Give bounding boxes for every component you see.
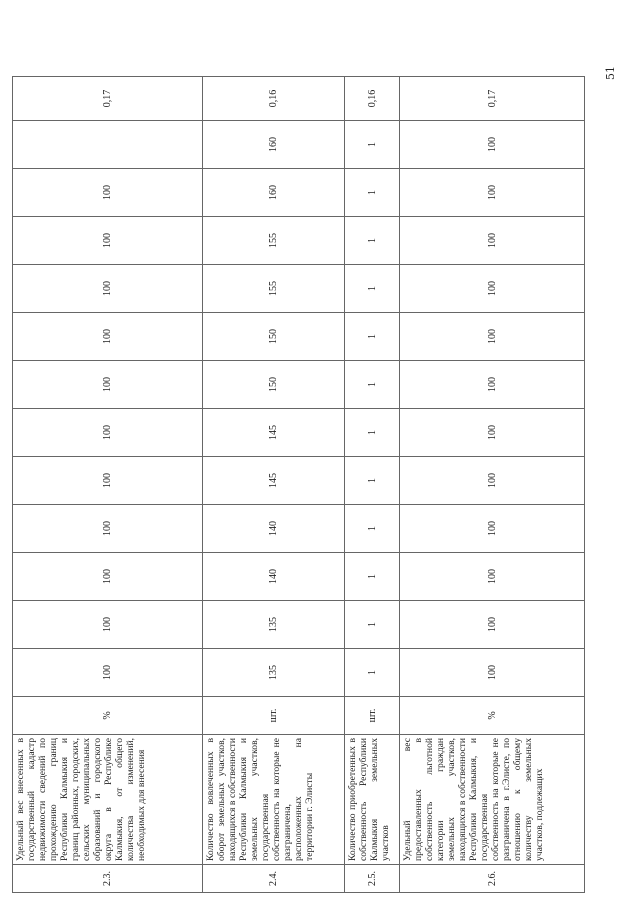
value-cell: 0,16 bbox=[345, 77, 400, 121]
table-row bbox=[203, 0, 345, 893]
value-cell: 100 bbox=[400, 169, 585, 217]
row-unit: шт. bbox=[345, 697, 400, 735]
value-cell: 1 bbox=[345, 121, 400, 169]
value-cell: 160 bbox=[203, 121, 345, 169]
value-cell: 100 bbox=[13, 217, 203, 265]
value-cell: 140 bbox=[203, 553, 345, 601]
value-cell: 1 bbox=[345, 457, 400, 505]
value-cell: 1 bbox=[345, 265, 400, 313]
value-cell: 100 bbox=[400, 409, 585, 457]
value-cell: 100 bbox=[13, 601, 203, 649]
value-cell: 100 bbox=[400, 361, 585, 409]
value-cell: 1 bbox=[345, 313, 400, 361]
indicators-table bbox=[12, 0, 585, 893]
value-cell: 100 bbox=[400, 553, 585, 601]
value-cell: 1 bbox=[345, 169, 400, 217]
row-description: Удельный вес внесенных в государственный кадастр недвижимости сведений по прохождению границ Республики Калмыкия и границ районных, городских, сельских муниципальных образований и городского округа в Республике Калмыкия, от общего количества изменений, необходимых для внесения bbox=[13, 735, 203, 865]
row-index: 2.6. bbox=[400, 865, 585, 893]
value-cell: 0,17 bbox=[400, 77, 585, 121]
value-cell: 1 bbox=[345, 361, 400, 409]
value-cell: 100 bbox=[13, 649, 203, 697]
row-unit: % bbox=[13, 697, 203, 735]
row-description: Удельный вес предоставленных в собственность льготной категории граждан земельных участков, находящихся в собственности Республики Калмыкия, и государственная собственность на которые не разграничена в г.Элисте, по отношению к общему количеству земельных участков, подлежащих bbox=[400, 735, 585, 865]
value-cell: 1 bbox=[345, 649, 400, 697]
value-cell: 100 bbox=[13, 553, 203, 601]
value-cell: 100 bbox=[13, 505, 203, 553]
value-cell: 100 bbox=[400, 313, 585, 361]
value-cell: 160 bbox=[203, 169, 345, 217]
page-number: 51 bbox=[604, 66, 617, 80]
row-index: 2.5. bbox=[345, 865, 400, 893]
value-cell: 100 bbox=[13, 457, 203, 505]
rotated-table-page bbox=[12, 23, 584, 893]
table-row bbox=[345, 0, 400, 893]
table-row bbox=[13, 0, 203, 893]
value-cell: 100 bbox=[400, 457, 585, 505]
value-cell: 135 bbox=[203, 601, 345, 649]
value-cell-empty bbox=[13, 121, 203, 169]
value-cell: 0,17 bbox=[13, 77, 203, 121]
value-cell: 1 bbox=[345, 601, 400, 649]
value-cell: 150 bbox=[203, 361, 345, 409]
value-cell: 1 bbox=[345, 553, 400, 601]
value-cell: 100 bbox=[400, 505, 585, 553]
value-cell: 145 bbox=[203, 457, 345, 505]
row-unit: % bbox=[400, 697, 585, 735]
value-cell: 145 bbox=[203, 409, 345, 457]
value-cell: 1 bbox=[345, 217, 400, 265]
value-cell: 150 bbox=[203, 313, 345, 361]
row-index: 2.4. bbox=[203, 865, 345, 893]
value-cell: 100 bbox=[400, 649, 585, 697]
value-cell: 1 bbox=[345, 409, 400, 457]
value-cell: 100 bbox=[13, 361, 203, 409]
value-cell: 100 bbox=[400, 217, 585, 265]
value-cell: 0,16 bbox=[203, 77, 345, 121]
value-cell: 100 bbox=[13, 409, 203, 457]
value-cell: 100 bbox=[400, 601, 585, 649]
value-cell: 155 bbox=[203, 265, 345, 313]
row-index: 2.3. bbox=[13, 865, 203, 893]
value-cell: 140 bbox=[203, 505, 345, 553]
row-description: Количество вовлеченных в оборот земельных участков, находящихся в собственности Республики Калмыкия и земельных участков, государственная собственность на которые не разграничена, расположенных на территории г. Элисты bbox=[203, 735, 345, 865]
value-cell: 100 bbox=[400, 265, 585, 313]
value-cell: 100 bbox=[13, 265, 203, 313]
value-cell: 100 bbox=[400, 121, 585, 169]
value-cell: 135 bbox=[203, 649, 345, 697]
value-cell: 100 bbox=[13, 169, 203, 217]
value-cell: 100 bbox=[13, 313, 203, 361]
row-unit: шт. bbox=[203, 697, 345, 735]
value-cell: 155 bbox=[203, 217, 345, 265]
table-row bbox=[400, 0, 585, 893]
row-description: Количество приобретенных в собственность Республики Калмыкия земельных участков bbox=[345, 735, 400, 865]
value-cell: 1 bbox=[345, 505, 400, 553]
